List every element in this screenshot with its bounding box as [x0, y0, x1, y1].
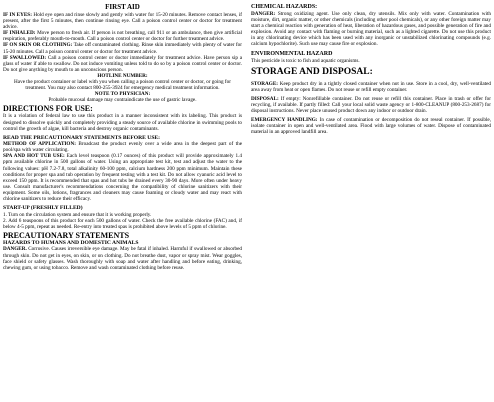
startup-step-1: 1. Turn on the circulation system and ensure that it is working properly.	[3, 211, 152, 218]
chemical-danger: DANGER: Strong oxidizing agent. Use only clean, dry utensils. Mix only with water. Contamination with moisture, dirt, organic matter, or other chemicals (including other pool chemicals), or any other foreign matter may start a chemical reaction with generation of heat, liberation of hazardous gases, and possible generation of fire and explosion. Avoid any contact with flaming or burning material, such as a lighted cigarette. Do not use this product in any chlorinating device which has been used with any inorganic or unstabilized chlorinating compounds (e.g. calcium hypochlorite). Such use may cause fire or explosion.	[251, 11, 492, 48]
spa-hot-tub-use: SPA AND HOT TUB USE: Each level teaspoon (0.17 ounces) of this product will provide approximately 1.4 ppm available chlorine in 500 gallons of water. Using an appropriate test kit, test and adjust the water to the following values: pH 7.2-7.8, total alkalinity 60-100 ppm, calcium hardness 200 ppm minimum. Maintain these conditions for proper spa and tub operation by frequent testing with a test kit. Do not allow cyanuric acid level to exceed 150 ppm. It is recommended that spas and hot tubs be drained every 30-90 days. More often under heavy use. Consult manufacturer's recommendations concerning the compatibility of chlorine sanitizers with their equipment. Some oils, lotions, fragrances and cleaners may cause foaming or cloudy water and may react with chlorine sanitizers to reduce their efficacy.	[3, 153, 242, 203]
storage-text: STORAGE: Keep product dry in a tightly closed container when not in use. Store in a cool, dry, well-ventilated area away from heat or open flames. Do not reuse or refill empty container.	[251, 80, 491, 93]
first-aid-inhaled: IF INHALED: Move person to fresh air. If person is not breathing, call 911 or an ambulance, then give artificial respiration, preferably mouth-to-mouth. Call a poison control center or doctor for further treatment advice.	[3, 30, 243, 43]
physician-title: NOTE TO PHYSICIAN:	[94, 91, 151, 98]
disposal-text: DISPOSAL: If empty: Nonrefillable container. Do not reuse or refill this container. Place in trash or offer for recycling, if available. If partly filled: Call your local solid waste agency or 1-800-CLEANUP (800-253-2687) for disposal instructions. Never place unused product down any indoor or outdoor drain.	[251, 95, 492, 115]
startup-step-2: 2. Add 6 teaspoons of this product for each 500 gallons of water. Check the free available chlorine (FAC) and, if below 4-5 ppm, repeat as needed. Re-entry into treated spas is prohibited above levels of 5 ppm of chlorine.	[3, 217, 242, 230]
storage-disposal-title: STORAGE AND DISPOSAL:	[251, 66, 373, 77]
directions-text: It is a violation of federal law to use this product in a manner inconsistent with its labeling. This product is designed to dissolve quickly and completely providing a steady source of available chlorine in swimming pools to control the growth of algae, kill bacteria and destroy organic contaminants.	[3, 113, 242, 132]
precautionary-danger: DANGER. Corrosive. Causes irreversible eye damage. May be fatal if inhaled. Harmful if swallowed or absorbed through skin. Do not get in eyes, on skin, or on clothing. Do not breathe dust, vapor or spray mist. Wear goggles, face shield or safety glasses. Wash thoroughly with soap and water after handling and before eating, drinking, chewing gum, or using tobacco. Remove and wash contaminated clothing before reuse.	[3, 246, 243, 271]
physician-text: Probable mucosal damage may contraindicate the use of gastric lavage.	[48, 97, 197, 104]
environmental-hazard-text: This pesticide is toxic to fish and aquatic organisms.	[251, 57, 360, 64]
hotline-text: Have the product container or label with you when calling a poison control center or doctor, or going for treatment. You may also contact 800-255-3924 for emergency medical treatment information.	[14, 79, 231, 92]
first-aid-swallowed: IF SWALLOWED: Call a poison control center or doctor immediately for treatment advice. Have person sip a glass of water if able to swallow. Do not induce vomiting unless told to do so by a poison control center or doctor. Do not give anything by mouth to an unconscious person.	[3, 54, 242, 73]
precautionary-title: PRECAUTIONARY STATEMENTS	[3, 230, 130, 240]
environmental-hazard-title: ENVIRONMENTAL HAZARD	[251, 50, 333, 57]
chemical-hazards-title: CHEMICAL HAZARDS:	[251, 4, 318, 10]
hazards-humans-title: HAZARDS TO HUMANS AND DOMESTIC ANIMALS	[3, 239, 139, 246]
first-aid-eyes: IF IN EYES: Hold eye open and rinse slowly and gently with water for 15-20 minutes. Remove contact lenses, if present, after the first 5 minutes, then continue rinsing eye. Call a poison control center or doctor for treatment advice.	[3, 12, 243, 31]
first-aid-skin: IF ON SKIN OR CLOTHING: Take off contaminated clothing. Rinse skin immediately with plenty of water for 15-20 minutes. Call a poison control center or doctor for treatment advice.	[3, 42, 242, 55]
left-column	[3, 3, 242, 271]
startup-title: START-UP (FRESHLY FILLED)	[3, 205, 83, 212]
first-aid-title: FIRST AID	[105, 3, 140, 11]
directions-title: DIRECTIONS FOR USE:	[3, 104, 93, 114]
read-precautions-title: READ THE PRECAUTIONARY STATEMENTS BEFORE USE:	[3, 134, 161, 141]
right-column	[251, 3, 491, 135]
method-of-application: METHOD OF APPLICATION: Broadcast the product evenly over a wide area in the deepest part of the pool/spa with water circulating.	[3, 141, 243, 154]
hotline-title: HOTLINE NUMBER:	[97, 72, 148, 79]
emergency-handling-text: EMERGENCY HANDLING: In case of contamination or decomposition do not reseal container. If possible, isolate container in open and well-ventilated area. Flood with large volumes of water. Dispose of contaminated material in an approved landfill area.	[251, 117, 491, 136]
